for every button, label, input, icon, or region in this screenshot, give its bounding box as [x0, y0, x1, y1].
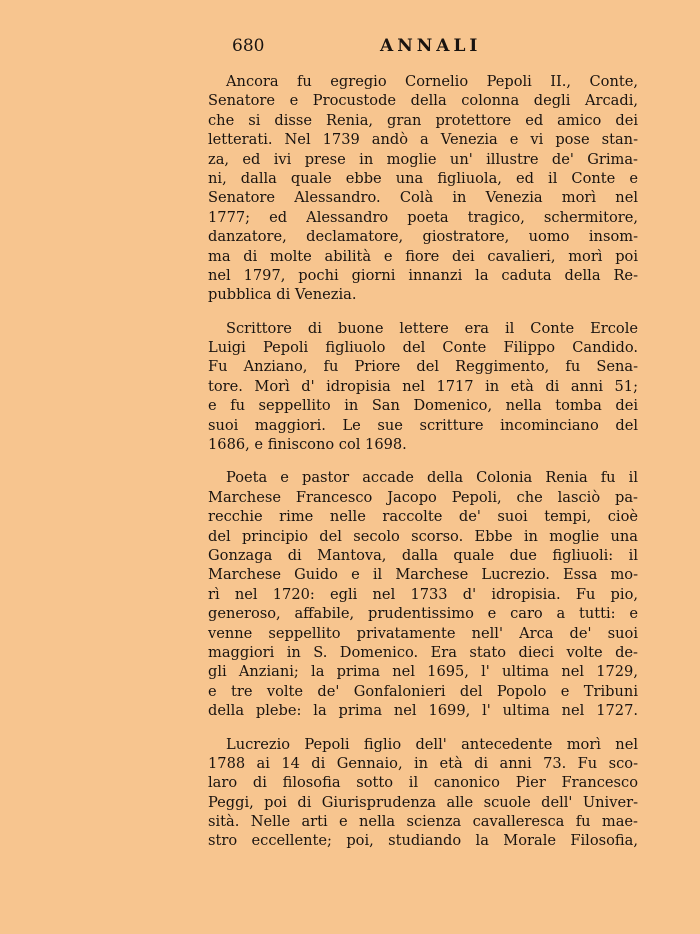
text-line: e tre volte de' Gonfalonieri del Popolo e Tribuni [208, 682, 638, 700]
text-line: letterati. Nel 1739 andò a Venezia e vi pose stan- [208, 131, 638, 149]
text-line: 1686, e finiscono col 1698. [208, 436, 407, 454]
page-header [208, 36, 638, 62]
text-line: Senatore Alessandro. Colà in Venezia morì nel [208, 189, 638, 207]
text-line: 1788 ai 14 di Gennaio, in età di anni 73. Fu sco- [208, 754, 638, 772]
text-line: tore. Morì d' idropisia nel 1717 in età di anni 51; [208, 377, 638, 395]
text-line: suoi maggiori. Le sue scritture incominciano del [208, 416, 638, 434]
text-line: ni, dalla quale ebbe una figliuola, ed il Conte e [208, 169, 638, 187]
paragraph-cornelio-pepoli [208, 72, 638, 305]
text-line: Peggi, poi di Giurisprudenza alle scuole dell' Univer- [208, 793, 638, 811]
paragraph-francesco-jacopo-pepoli [208, 468, 638, 720]
text-line: Marchese Guido e il Marchese Lucrezio. Essa mo- [208, 566, 638, 584]
text-line: generoso, affabile, prudentissimo e caro a tutti: e [208, 605, 638, 623]
text-line: Gonzaga di Mantova, dalla quale due figliuoli: il [208, 546, 638, 564]
text-line: Luigi Pepoli figliuolo del Conte Filippo Candido. [208, 339, 638, 357]
text-line: che si disse Renia, gran protettore ed amico dei [208, 111, 638, 129]
text-line: 1777; ed Alessandro poeta tragico, schermitore, [208, 208, 638, 226]
text-line: nel 1797, pochi giorni innanzi la caduta della Re- [208, 266, 638, 284]
text-line: rì nel 1720: egli nel 1733 d' idropisia. Fu pio, [208, 585, 638, 603]
text-line: ma di molte abilità e fiore dei cavalieri, morì poi [208, 247, 638, 265]
text-line: za, ed ivi prese in moglie un' illustre de' Grima- [208, 150, 638, 168]
text-line: Senatore e Procustode della colonna degli Arcadi, [208, 92, 638, 110]
text-line: e fu seppellito in San Domenico, nella tomba dei [208, 397, 638, 415]
paragraph-ercole-luigi-pepoli [208, 319, 638, 455]
body-text [208, 72, 638, 865]
text-line: danzatore, declamatore, giostratore, uomo insom- [208, 228, 638, 246]
text-line: sità. Nelle arti e nella scienza cavalleresca fu mae- [208, 813, 638, 831]
text-line: venne seppellito privatamente nell' Arca de' suoi [208, 624, 638, 642]
text-line: laro di filosofia sotto il canonico Pier Francesco [208, 774, 638, 792]
paragraph-lucrezio-pepoli [208, 735, 638, 851]
running-title: ANNALI [380, 36, 482, 56]
text-line: della plebe: la prima nel 1699, l' ultima nel 1727. [208, 702, 638, 720]
text-line: pubblica di Venezia. [208, 286, 357, 304]
text-line: stro eccellente; poi, studiando la Morale Filosofia, [208, 832, 638, 850]
text-line: Marchese Francesco Jacopo Pepoli, che lasciò pa- [208, 488, 638, 506]
text-line: Scrittore di buone lettere era il Conte Ercole [226, 319, 638, 337]
text-line: recchie rime nelle raccolte de' suoi tempi, cioè [208, 508, 638, 526]
text-line: Ancora fu egregio Cornelio Pepoli II., Conte, [226, 73, 638, 90]
page-number: 680 [232, 36, 265, 56]
text-line: Lucrezio Pepoli figlio dell' antecedente morì nel [226, 735, 638, 753]
text-line: Fu Anziano, fu Priore del Reggimento, fu Sena- [208, 358, 638, 376]
text-line: maggiori in S. Domenico. Era stato dieci volte de- [208, 643, 638, 661]
text-line: gli Anziani; la prima nel 1695, l' ultima nel 1729, [208, 663, 638, 681]
text-line: del principio del secolo scorso. Ebbe in moglie una [208, 527, 638, 545]
text-line: Poeta e pastor accade della Colonia Renia fu il [226, 469, 638, 487]
